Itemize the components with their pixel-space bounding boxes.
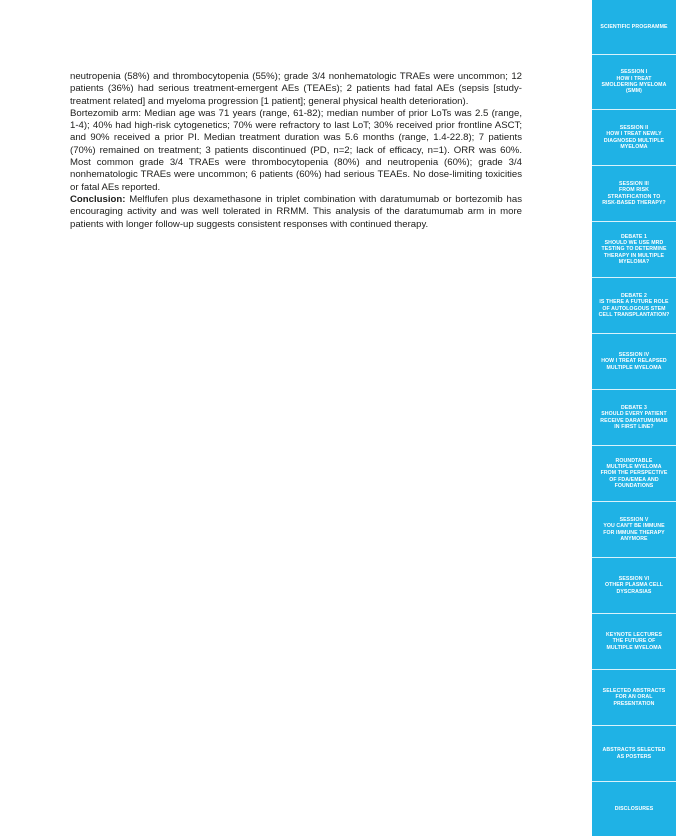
sidebar-item-label: SESSION II HOW I TREAT NEWLY DIAGNOSED MULTIPLE MYELOMA: [603, 124, 665, 150]
sidebar-item-label: SESSION V YOU CAN'T BE IMMUNE FOR IMMUNE THERAPY ANYMORE: [603, 516, 665, 542]
sidebar-item-label: SCIENTIFIC PROGRAMME: [600, 23, 668, 30]
sidebar-item-session-4[interactable]: [592, 334, 676, 390]
sidebar-item-label: ABSTRACTS SELECTED AS POSTERS: [602, 747, 666, 760]
sidebar-item-label: SESSION I HOW I TREAT SMOLDERING MYELOMA (SMM): [601, 69, 667, 95]
sidebar-item-label: ROUNDTABLE MULTIPLE MYELOMA FROM THE PERSPECTIVE OF FDA/EMEA AND FOUNDATIONS: [600, 457, 668, 489]
sidebar-item-session-5[interactable]: [592, 502, 676, 558]
programme-sidebar: [592, 0, 676, 836]
sidebar-item-scientific-programme[interactable]: [592, 0, 676, 55]
sidebar-item-session-6[interactable]: [592, 558, 676, 614]
sidebar-item-keynote-lectures[interactable]: [592, 614, 676, 670]
sidebar-item-debate-1[interactable]: [592, 222, 676, 278]
sidebar-item-roundtable[interactable]: [592, 446, 676, 502]
abstract-paragraph-bortezomib-arm: Bortezomib arm: Median age was 71 years (range, 61-82); median number of prior LoTs was 2.5 (range, 1-4); 40% had high-risk cytogenetics; 70% were refractory to last LoT; 30% received prior frontline ASCT; and 90% received a prior PI. Median treatment duration was 5.6 months (range, 1.4-22.8); 7 patients (70%) remained on treatment; 3 patients discontinued (PD, n=2; lack of efficacy, n=1). ORR was 60%. Most common grade 3/4 TRAEs were thrombocytopenia (80%) and neutropenia (60%); grade 3/4 nonhematologic TRAEs were uncommon; 6 patients (60%) had serious TEAEs. No dose-limiting toxicities or fatal AEs reported.: [70, 107, 522, 193]
sidebar-item-label: SESSION III FROM RISK STRATIFICATION TO RISK-BASED THERAPY?: [602, 180, 666, 206]
sidebar-item-label: DEBATE 1 SHOULD WE USE MRD TESTING TO DETERMINE THERAPY IN MULTIPLE MYELOMA?: [601, 233, 667, 265]
sidebar-item-label: SESSION IV HOW I TREAT RELAPSED MULTIPLE MYELOMA: [601, 352, 667, 371]
sidebar-item-label: DEBATE 2 IS THERE A FUTURE ROLE OF AUTOLOGOUS STEM CELL TRANSPLANTATION?: [598, 292, 670, 318]
sidebar-item-debate-2[interactable]: [592, 278, 676, 334]
sidebar-item-label: SELECTED ABSTRACTS FOR AN ORAL PRESENTATION: [602, 688, 666, 707]
conclusion-text: Melflufen plus dexamethasone in triplet combination with daratumumab or bortezomib has encouraging activity and was well tolerated in RRMM. This analysis of the daratumumab arm in more patients with longer follow-up suggests consistent responses with continued therapy.: [70, 193, 522, 230]
sidebar-item-session-3[interactable]: [592, 166, 676, 222]
sidebar-item-oral-abstracts[interactable]: [592, 670, 676, 726]
sidebar-item-label: SESSION VI OTHER PLASMA CELL DYSCRASIAS: [605, 576, 663, 595]
sidebar-item-disclosures[interactable]: [592, 782, 676, 836]
abstract-paragraph-results-dara: neutropenia (58%) and thrombocytopenia (55%); grade 3/4 nonhematologic TRAEs were uncommon; 12 patients (36%) had serious treatment-emergent AEs (TEAEs); 2 patients had fatal AEs (sepsis [study-treatment related] and myeloma progression [1 patient]; general physical health deterioration).: [70, 71, 522, 107]
sidebar-item-label: KEYNOTE LECTURES THE FUTURE OF MULTIPLE MYELOMA: [605, 632, 663, 651]
conclusion-label: Conclusion:: [70, 193, 126, 205]
sidebar-item-debate-3[interactable]: [592, 390, 676, 446]
sidebar-item-label: DISCLOSURES: [614, 805, 654, 812]
sidebar-item-poster-abstracts[interactable]: [592, 726, 676, 782]
sidebar-item-session-2[interactable]: [592, 110, 676, 166]
sidebar-item-label: DEBATE 3 SHOULD EVERY PATIENT RECEIVE DARATUMUMAB IN FIRST LINE?: [600, 404, 668, 430]
abstract-body: [70, 71, 522, 231]
sidebar-item-session-1[interactable]: [592, 55, 676, 110]
abstract-paragraph-conclusion: [70, 194, 522, 231]
